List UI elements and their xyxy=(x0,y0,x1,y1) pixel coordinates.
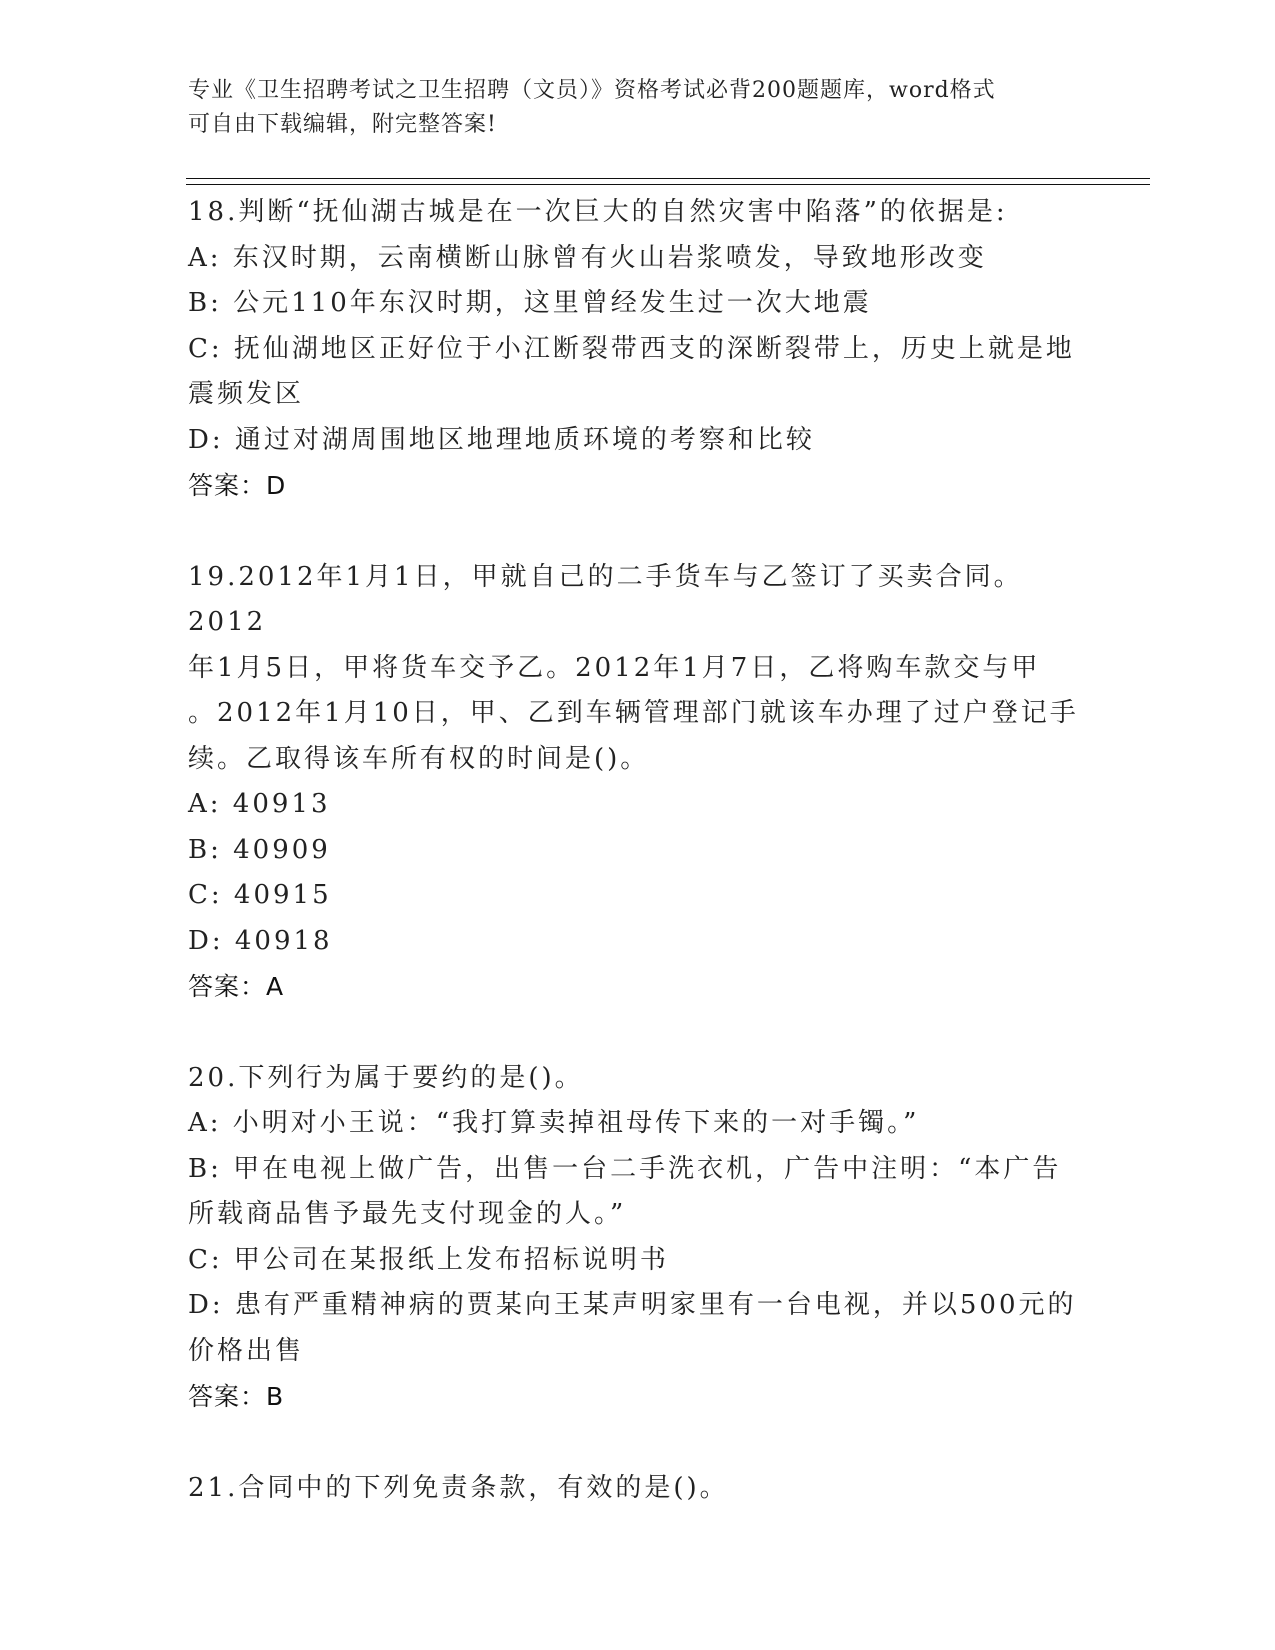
question-stem-line: 19.2012年1月1日，甲就自己的二手货车与乙签订了买卖合同。2012 xyxy=(188,561,1023,637)
question-stem-line: 21.合同中的下列免责条款，有效的是()。 xyxy=(188,1472,729,1503)
question-block xyxy=(188,1056,1088,1420)
answer-option xyxy=(188,782,1088,828)
answer-option xyxy=(188,919,1088,965)
answer-option xyxy=(188,281,1088,327)
option-text-line: D: 患有严重精神病的贾某向王某声明家里有一台电视，并以500元的 xyxy=(188,1290,1077,1320)
answer-option xyxy=(188,828,1088,874)
option-text-line: A: 40913 xyxy=(188,789,331,819)
answer-option xyxy=(188,1238,1088,1284)
answer-option xyxy=(188,1147,1088,1238)
question-list xyxy=(188,190,1088,1511)
option-text-line: 震频发区 xyxy=(188,379,305,409)
answer-option xyxy=(188,327,1088,418)
question-stem-line: 年1月5日，甲将货车交予乙。2012年1月7日，乙将购车款交与甲 xyxy=(188,652,1041,683)
question-spacer xyxy=(188,509,1088,555)
question-stem-line: 续。乙取得该车所有权的时间是()。 xyxy=(188,743,650,774)
header-line-2: 可自由下载编辑，附完整答案! xyxy=(188,112,497,137)
option-text-line: A: 小明对小王说：“我打算卖掉祖母传下来的一对手镯。” xyxy=(188,1108,920,1138)
option-text-line: B: 公元110年东汉时期，这里曾经发生过一次大地震 xyxy=(188,288,872,318)
option-text-line: C: 40915 xyxy=(188,880,332,910)
option-text-line: D: 40918 xyxy=(188,925,333,956)
answer-option xyxy=(188,1283,1088,1374)
option-text-line: C: 抚仙湖地区正好位于小江断裂带西支的深断裂带上，历史上就是地 xyxy=(188,333,1075,364)
option-text-line: C: 甲公司在某报纸上发布招标说明书 xyxy=(188,1244,669,1275)
option-text-line: 所载商品售予最先支付现金的人。” xyxy=(188,1199,627,1229)
answer-key: 答案：A xyxy=(188,972,285,1001)
header-divider-bottom xyxy=(186,184,1150,185)
answer-option xyxy=(188,418,1088,464)
question-spacer xyxy=(188,1420,1088,1466)
question-stem-line: 。2012年1月10日，甲、乙到车辆管理部门就该车办理了过户登记手 xyxy=(188,698,1079,728)
question-stem-line: 20.下列行为属于要约的是()。 xyxy=(188,1062,584,1093)
option-text-line: D: 通过对湖周围地区地理地质环境的考察和比较 xyxy=(188,424,815,455)
question-spacer xyxy=(188,1010,1088,1056)
answer-option xyxy=(188,873,1088,919)
answer-key: 答案：D xyxy=(188,471,287,500)
option-text-line: B: 甲在电视上做广告，出售一台二手洗衣机，广告中注明：“本广告 xyxy=(188,1153,1062,1184)
answer-key: 答案：B xyxy=(188,1382,285,1411)
header-line-1: 专业《卫生招聘考试之卫生招聘（文员）》资格考试必背200题题库，word格式 xyxy=(188,78,996,103)
option-text-line: A: 东汉时期，云南横断山脉曾有火山岩浆喷发，导致地形改变 xyxy=(188,242,987,273)
document-header xyxy=(188,74,1088,142)
option-text-line: 价格出售 xyxy=(188,1335,305,1366)
answer-option xyxy=(188,1101,1088,1147)
question-block xyxy=(188,1466,1088,1512)
question-stem-line: 18.判断“抚仙湖古城是在一次巨大的自然灾害中陷落”的依据是: xyxy=(188,197,1008,227)
question-block xyxy=(188,555,1088,1010)
header-divider-top xyxy=(186,178,1150,179)
answer-option xyxy=(188,236,1088,282)
question-block xyxy=(188,190,1088,509)
option-text-line: B: 40909 xyxy=(188,834,331,865)
